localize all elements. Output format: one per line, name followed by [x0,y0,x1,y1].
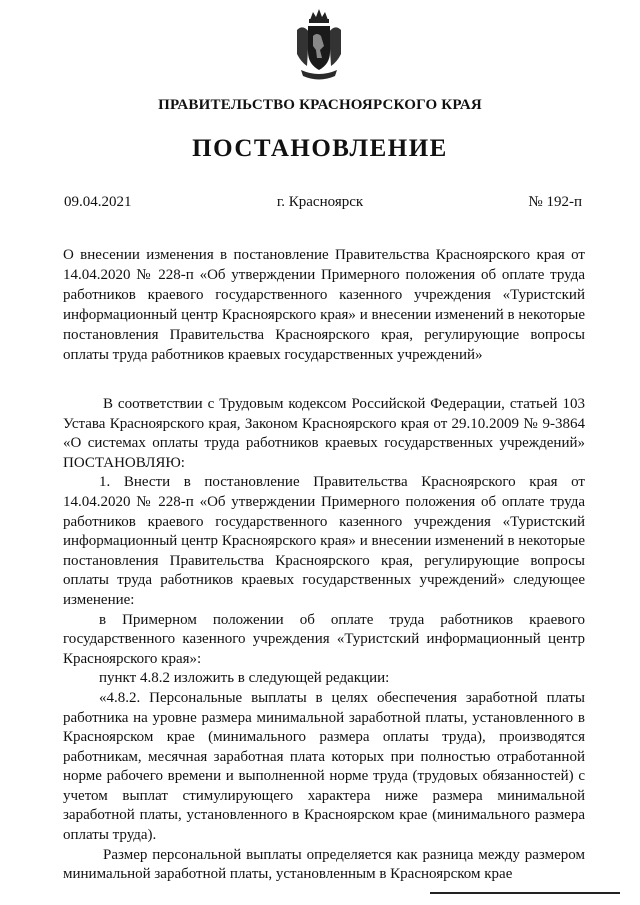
body-paragraph: в Примерном положении об оплате труда работников краевого государственного казенного учреждения «Туристский информационный центр Красноярского края»: [63,611,585,667]
body-paragraph: Размер персональной выплаты определяется как разница между размером минимальной заработной платы, установленным в Красноярском крае [63,846,585,883]
body-paragraph: «4.8.2. Персональные выплаты в целях обеспечения заработной платы работника на уровне размера минимальной заработной платы, установленного в Красноярском крае (минимального размера оплаты труда), производятся работникам, месячная заработная плата которых при полностью отработанной норме рабочего времени и выполненной норме труда (трудовых обязанностей) с учетом выплат стимулирующего характера ниже размера минимальной заработной платы, установленного в Красноярском крае (минимального размера оплаты труда). [63,689,585,844]
body-paragraph: В соответствии с Трудовым кодексом Российской Федерации, статьей 103 Устава Красноярского края, Законом Красноярского края от 29.10.2009 № 9-3864 «О системах оплаты труда работников краевых государственных учреждений» ПОСТАНОВЛЯЮ: [63,396,585,471]
scan-edge-line [430,892,620,894]
body-paragraph: пункт 4.8.2 изложить в следующей редакции: [99,670,390,687]
document-date: 09.04.2021 [64,194,132,210]
document-city: г. Красноярск [276,194,364,210]
document-type-heading: ПОСТАНОВЛЕНИЕ [192,135,448,162]
document-number: № 192-п [528,194,582,210]
body-paragraph: 1. Внести в постановление Правительства Красноярского края от 14.04.2020 № 228-п «Об утверждении Примерного положения об оплате труда работников краевого государственного казенного учреждения «Туристский информационный центр Красноярского края» и внесении изменений в некоторые постановления Правительства Красноярского края, регулирующие вопросы оплаты труда работников краевых государственных учреждений» следующее изменение: [63,474,585,608]
document-title: О внесении изменения в постановление Правительства Красноярского края от 14.04.2020 № 228-п «Об утверждении Примерного положения об оплате труда работников краевого государственного казенного учреждения «Туристский информационный центр Красноярского края» и внесении изменений в некоторые постановления Правительства Красноярского края, регулирующие вопросы оплаты труда работников краевых государственных учреждений» [63,247,585,363]
coat-of-arms-emblem [293,6,345,84]
organization-name: ПРАВИТЕЛЬСТВО КРАСНОЯРСКОГО КРАЯ [158,97,482,113]
document-body [63,395,585,885]
